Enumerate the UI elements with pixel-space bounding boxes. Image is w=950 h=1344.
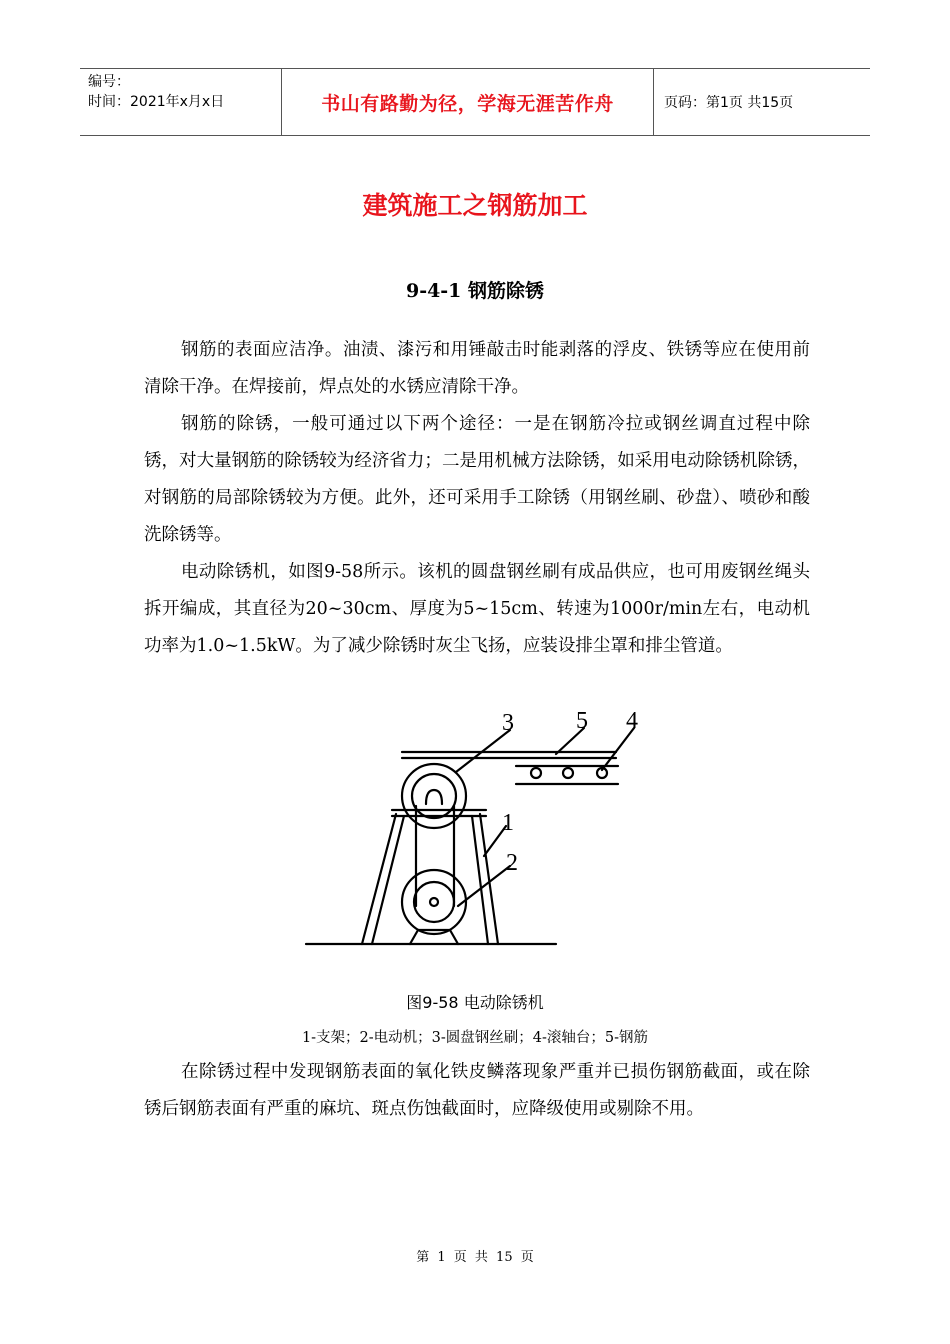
- figure-label-roller: 4: [626, 708, 638, 734]
- page-header: [80, 68, 870, 136]
- derusting-machine-figure: [300, 706, 660, 958]
- frame-left-leg-inner: [372, 816, 404, 944]
- paragraph-rust-removal-methods: 钢筋的除锈，一般可通过以下两个途径：一是在钢筋冷拉或钢丝调直过程中除锈，对大量钢筋的除锈较为经济省力；二是用机械方法除锈，如采用电动除锈机除锈，对钢筋的局部除锈较为方便。此外，还可采用手工除锈（用钢丝刷、砂盘）、喷砂和酸洗除锈等。: [144, 414, 810, 545]
- paragraph-electric-derusting-machine: 电动除锈机，如图9-58所示。该机的圆盘钢丝刷有成品供应，也可用废钢丝绳头拆开编成，其直径为20~30cm、厚度为5~15cm、转速为1000r/min左右，电动机功率为1.0~1.5kW。为了减少除锈时灰尘飞扬，应装设排尘罩和排尘管道。: [144, 562, 810, 656]
- motor-body: [402, 870, 466, 934]
- wire-brush-arrow: [426, 790, 442, 804]
- figure-label-rebar: 5: [576, 708, 588, 734]
- frame-left-leg-outer: [362, 814, 396, 944]
- figure-label-brush: 3: [502, 710, 514, 736]
- header-meta: [80, 69, 281, 135]
- section-title: 9-4-1 钢筋除锈: [405, 280, 545, 302]
- motor-base: [410, 930, 458, 944]
- figure-label-motor: 2: [506, 850, 518, 876]
- paragraph-downgrade-note: 在除锈过程中发现钢筋表面的氧化铁皮鳞落现象严重并已损伤钢筋截面，或在除锈后钢筋表面有严重的麻坑、斑点伤蚀截面时，应降级使用或剔除不用。: [144, 1062, 810, 1119]
- motor-shaft: [430, 898, 438, 906]
- frame-right-leg-inner: [472, 816, 488, 944]
- header-page-info: 页码：第1页 共15页: [664, 95, 794, 111]
- header-motto: 书山有路勤为径，学海无涯苦作舟: [281, 69, 654, 135]
- roller-wheel: [563, 768, 573, 778]
- leader-line-motor: [458, 866, 510, 906]
- page-footer: 第 1 页 共 15 页: [416, 1250, 534, 1265]
- motor-pulley: [414, 882, 454, 922]
- figure-label-frame: 1: [502, 810, 514, 836]
- header-time-label: 时间：2021年x月x日: [88, 94, 225, 110]
- wire-brush-hub: [412, 774, 456, 818]
- figure-legend: 1-支架；2-电动机；3-圆盘钢丝刷；4-滚轴台；5-钢筋: [301, 1030, 649, 1046]
- paragraph-cleanliness: 钢筋的表面应洁净。油渍、漆污和用锤敲击时能剥落的浮皮、铁锈等应在使用前清除干净。在焊接前，焊点处的水锈应清除干净。: [144, 340, 810, 397]
- leader-line-roller: [602, 728, 634, 770]
- header-number-label: 编号：: [88, 74, 130, 90]
- figure-caption: 图9-58 电动除锈机: [406, 993, 544, 1012]
- frame-right-leg-outer: [480, 814, 498, 944]
- document-title: 建筑施工之钢筋加工: [362, 191, 588, 220]
- roller-wheel: [531, 768, 541, 778]
